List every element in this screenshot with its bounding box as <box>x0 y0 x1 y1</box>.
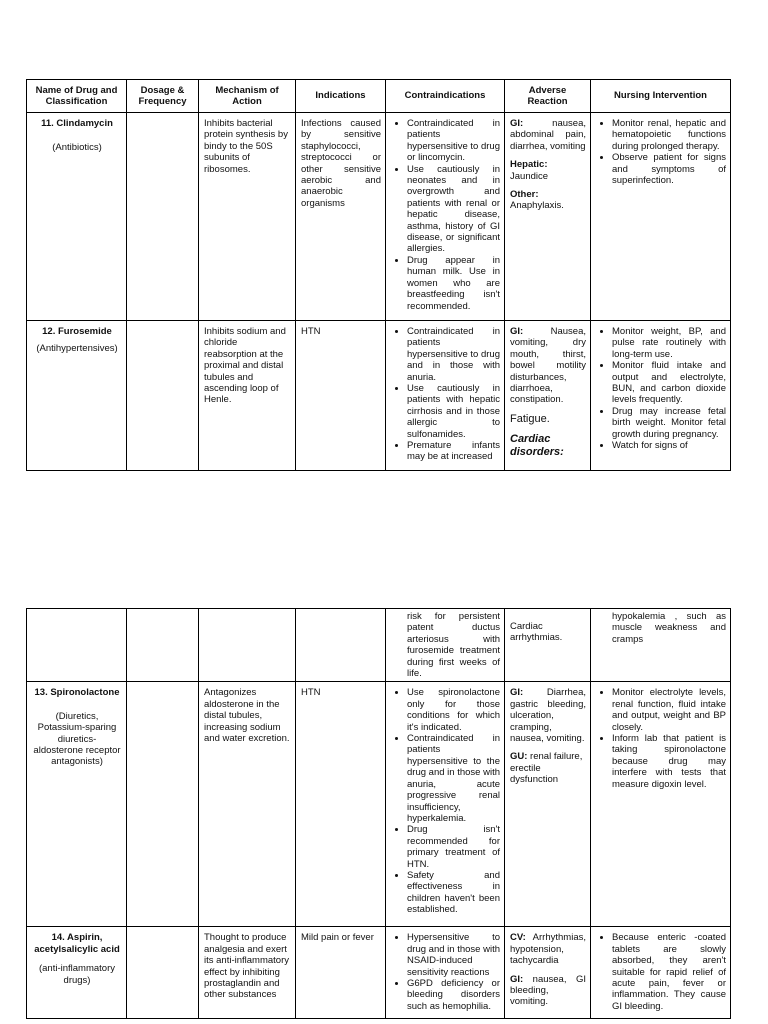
header-contraindications: Contraindications <box>386 80 505 113</box>
adverse-reaction-cell <box>505 321 591 471</box>
header-dosage: Dosage & Frequency <box>127 80 199 113</box>
adverse-label: GI: <box>510 118 524 129</box>
list-item: • Contraindicated in patients hypersensitive to the drug and in those with anuria, acute progressive renal insufficiency, hyperkalemia. <box>407 733 500 824</box>
adverse-label: CV: <box>510 932 526 944</box>
dosage-cell <box>127 609 199 682</box>
adverse-label: Other: <box>510 189 539 201</box>
list-item: • G6PD deficiency or bleeding disorders such as hemophilia. <box>407 978 500 1012</box>
adverse-label: Hepatic: <box>510 159 548 171</box>
contraindications-cell <box>386 321 505 471</box>
list-item: • Monitor renal, hepatic and hematopoietic functions during prolonged therapy. <box>612 118 726 152</box>
adverse-text: renal failure, erectile dysfunction <box>510 751 583 786</box>
indications-cell: HTN <box>296 321 386 471</box>
drug-class: (Diuretics, Potassium-sparing diuretics- aldosterone receptor antagonists) <box>33 710 121 768</box>
drug-name-cell <box>27 927 127 1019</box>
adverse-text: Diarrhea, gastric bleeding, ulceration, cramping, nausea, vomiting. <box>510 687 586 745</box>
drug-table-page-2 <box>26 608 731 1019</box>
dosage-cell <box>127 927 199 1019</box>
header-nursing-intervention: Nursing Intervention <box>591 80 731 113</box>
adverse-label: Cardiac disorders: <box>510 432 564 458</box>
list-item: • Contraindicated in patients hypersensitive to drug and in those with anuria. <box>407 326 500 383</box>
list-item: • Drug appear in human milk. Use in women who are breastfeeding isn't recommended. <box>407 255 500 312</box>
drug-name: 11. Clindamycin <box>41 118 113 129</box>
nursing-intervention-cell <box>591 927 731 1019</box>
drug-class: (anti-inflammatory drugs) <box>38 963 116 986</box>
list-item: • Monitor fluid intake and output and electrolyte, BUN, and carbon dioxide levels frequently. <box>612 360 726 406</box>
contraindications-cell: risk for persistent patent ductus arteriosus with furosemide treatment during first weeks of life. <box>386 609 505 682</box>
adverse-text: Nausea, vomiting, dry mouth, thirst, bowel motility disturbances, diarrhoea, constipation. <box>510 326 586 406</box>
adverse-text: Jaundice <box>510 170 549 182</box>
mechanism-cell: Antagonizes aldosterone in the distal tubules, increasing sodium and water excretion. <box>199 682 296 927</box>
drug-name-cell <box>27 321 127 471</box>
nursing-intervention-cell <box>591 682 731 927</box>
adverse-text: nausea, abdominal pain, diarrhea, vomiting <box>510 118 586 152</box>
list-item: • Drug isn't recommended for primary treatment of HTN. <box>407 824 500 870</box>
adverse-reaction-cell <box>505 927 591 1019</box>
mechanism-cell: Thought to produce analgesia and exert its anti-inflammatory effect by inhibiting prostaglandin and other substances <box>199 927 296 1019</box>
header-drug-name: Name of Drug and Classification <box>27 80 127 113</box>
drug-name: 14. Aspirin, acetylsalicylic acid <box>34 932 120 955</box>
list-item: • Monitor electrolyte levels, renal function, fluid intake and output, weight and BP closely. <box>612 687 726 733</box>
adverse-label: GI: <box>510 973 524 985</box>
indications-cell: Infections caused by sensitive staphylococci, streptococci or other sensitive aerobic and anaerobic organisms <box>296 113 386 321</box>
list-item: • Monitor weight, BP, and pulse rate routinely with long-term use. <box>612 326 726 360</box>
indications-cell: Mild pain or fever <box>296 927 386 1019</box>
list-item: • Premature infants may be at increased <box>407 440 500 463</box>
adverse-label: GI: <box>510 326 524 337</box>
list-item: • Use spironolactone only for those conditions for which it's indicated. <box>407 687 500 733</box>
adverse-reaction-cell <box>505 682 591 927</box>
nursing-intervention-cell <box>591 321 731 471</box>
list-item: • Drug may increase fetal birth weight. Monitor fetal growth during pregnancy. <box>612 406 726 440</box>
dosage-cell <box>127 113 199 321</box>
table-row <box>27 927 731 1019</box>
dosage-cell <box>127 321 199 471</box>
dosage-cell <box>127 682 199 927</box>
mechanism-cell: Inhibits bacterial protein synthesis by bindy to the 50S subunits of ribosomes. <box>199 113 296 321</box>
adverse-label: GI: <box>510 687 524 699</box>
drug-name: 12. Furosemide <box>42 326 112 337</box>
drug-name: 13. Spironolactone <box>34 687 120 699</box>
table-row <box>27 113 731 321</box>
table-row <box>27 682 731 927</box>
nursing-intervention-cell <box>591 113 731 321</box>
drug-table-page-1 <box>26 79 731 471</box>
drug-name-cell <box>27 682 127 927</box>
adverse-reaction-cell <box>505 113 591 321</box>
adverse-text: Anaphylaxis. <box>510 200 564 212</box>
list-item: • Contraindicated in patients hypersensitive to drug or lincomycin. <box>407 118 500 164</box>
list-item: • Watch for signs of <box>612 440 726 451</box>
list-item: • Use cautiously in patients with hepatic cirrhosis and in those allergic to sulfonamides. <box>407 383 500 440</box>
adverse-text: Fatigue. <box>510 412 550 425</box>
header-mechanism: Mechanism of Action <box>199 80 296 113</box>
indications-cell: HTN <box>296 682 386 927</box>
list-item: • Observe patient for signs and symptoms of superinfection. <box>612 152 726 186</box>
contraindications-cell <box>386 113 505 321</box>
drug-name-cell <box>27 113 127 321</box>
table-row <box>27 609 731 682</box>
list-item: • Hypersensitive to drug and in those with NSAID-induced sensitivity reactions <box>407 932 500 978</box>
contraindications-cell <box>386 927 505 1019</box>
list-item: • Use cautiously in neonates and in overgrowth and patients with renal or hepatic disease, asthma, history of GI disease, or significant allergies. <box>407 164 500 255</box>
header-row <box>27 80 731 113</box>
adverse-text: Arrhythmias, hypotension, tachycardia <box>510 932 586 967</box>
header-adverse-reaction: Adverse Reaction <box>505 80 591 113</box>
mechanism-cell <box>199 609 296 682</box>
table-row <box>27 321 731 471</box>
drug-class: (Antibiotics) <box>52 142 102 154</box>
adverse-reaction-cell: Cardiac arrhythmias. <box>505 609 591 682</box>
list-item: • Inform lab that patient is taking spironolactone because drug may interfere with tests that measure digoxin level. <box>612 733 726 790</box>
drug-class: (Antihypertensives) <box>36 343 118 355</box>
nursing-intervention-cell: hypokalemia , such as muscle weakness and cramps <box>591 609 731 682</box>
adverse-text: nausea, GI bleeding, vomiting. <box>510 973 586 1008</box>
mechanism-cell: Inhibits sodium and chloride reabsorption at the proximal and distal tubules and ascending loop of Henle. <box>199 321 296 471</box>
header-indications: Indications <box>296 80 386 113</box>
contraindications-cell <box>386 682 505 927</box>
adverse-label: GU: <box>510 751 528 763</box>
drug-name-cell <box>27 609 127 682</box>
list-item: • Safety and effectiveness in children haven't been established. <box>407 870 500 916</box>
list-item: • Because enteric -coated tablets are slowly absorbed, they aren't suitable for rapid relief of acute pain, fever or inflammation. They cause GI bleeding. <box>612 932 726 1012</box>
indications-cell <box>296 609 386 682</box>
